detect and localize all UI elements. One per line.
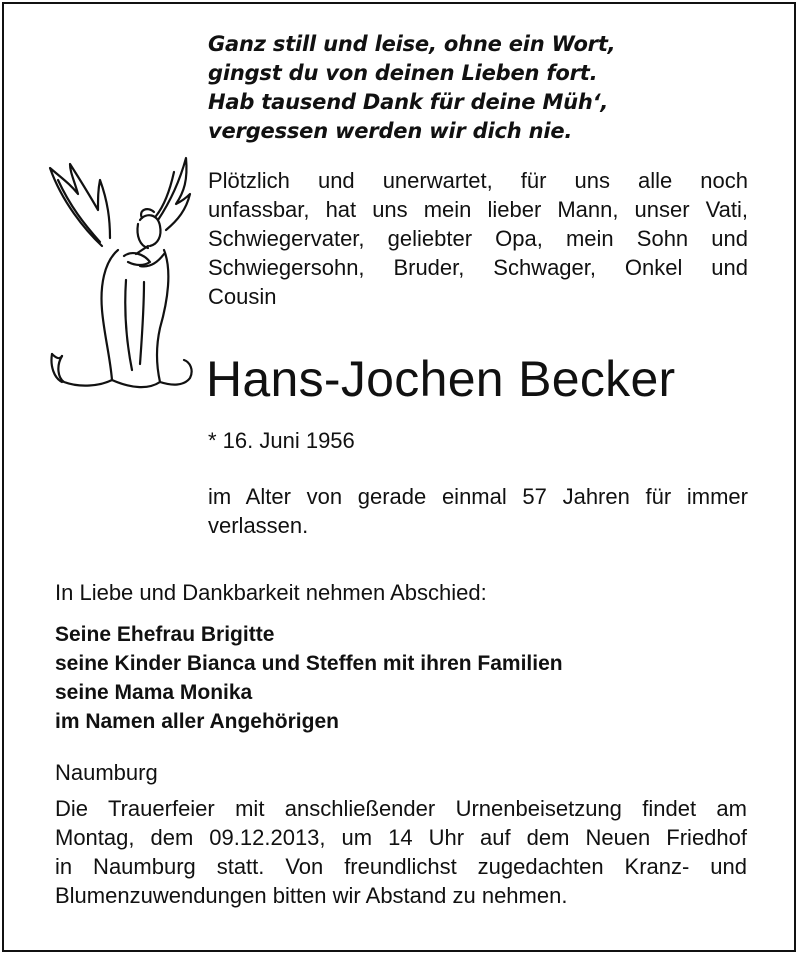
age-line: im Alter von gerade einmal 57 Jahren für immer — [208, 484, 748, 509]
funeral-line: in Naumburg statt. Von freundlichst zugedachten Kranz- und — [55, 854, 747, 879]
funeral-line: Blumenzuwendungen bitten wir Abstand zu nehmen. — [55, 883, 568, 908]
mourner-line: im Namen aller Angehörigen — [55, 710, 339, 733]
angel-icon — [40, 150, 200, 400]
intro-line: Plötzlich und unerwartet, für uns alle noch — [208, 168, 748, 193]
intro-text — [208, 166, 748, 311]
poem-line: Hab tausend Dank für deine Müh‘, — [208, 90, 609, 114]
age-text — [208, 482, 748, 540]
farewell-heading: In Liebe und Dankbarkeit nehmen Abschied: — [55, 580, 487, 605]
mourner-line: seine Kinder Bianca und Steffen mit ihren Familien — [55, 652, 563, 675]
place-name: Naumburg — [55, 760, 158, 785]
funeral-details — [55, 794, 747, 910]
mourners-list — [55, 620, 563, 736]
poem-line: vergessen werden wir dich nie. — [208, 119, 573, 143]
poem — [208, 30, 615, 146]
funeral-line: Montag, dem 09.12.2013, um 14 Uhr auf dem Neuen Friedhof — [55, 825, 747, 850]
poem-line: gingst du von deinen Lieben fort. — [208, 61, 598, 85]
poem-line: Ganz still und leise, ohne ein Wort, — [208, 32, 616, 56]
intro-line: unfassbar, hat uns mein lieber Mann, unser Vati, — [208, 197, 748, 222]
intro-line: Schwiegersohn, Bruder, Schwager, Onkel und — [208, 255, 748, 280]
birth-date: * 16. Juni 1956 — [208, 428, 355, 453]
deceased-name: Hans-Jochen Becker — [206, 351, 676, 407]
mourner-line: Seine Ehefrau Brigitte — [55, 623, 275, 646]
age-line: verlassen. — [208, 513, 309, 538]
mourner-line: seine Mama Monika — [55, 681, 253, 704]
funeral-line: Die Trauerfeier mit anschließender Urnenbeisetzung findet am — [55, 796, 747, 821]
intro-line: Cousin — [208, 284, 277, 309]
intro-line: Schwiegervater, geliebter Opa, mein Sohn und — [208, 226, 748, 251]
